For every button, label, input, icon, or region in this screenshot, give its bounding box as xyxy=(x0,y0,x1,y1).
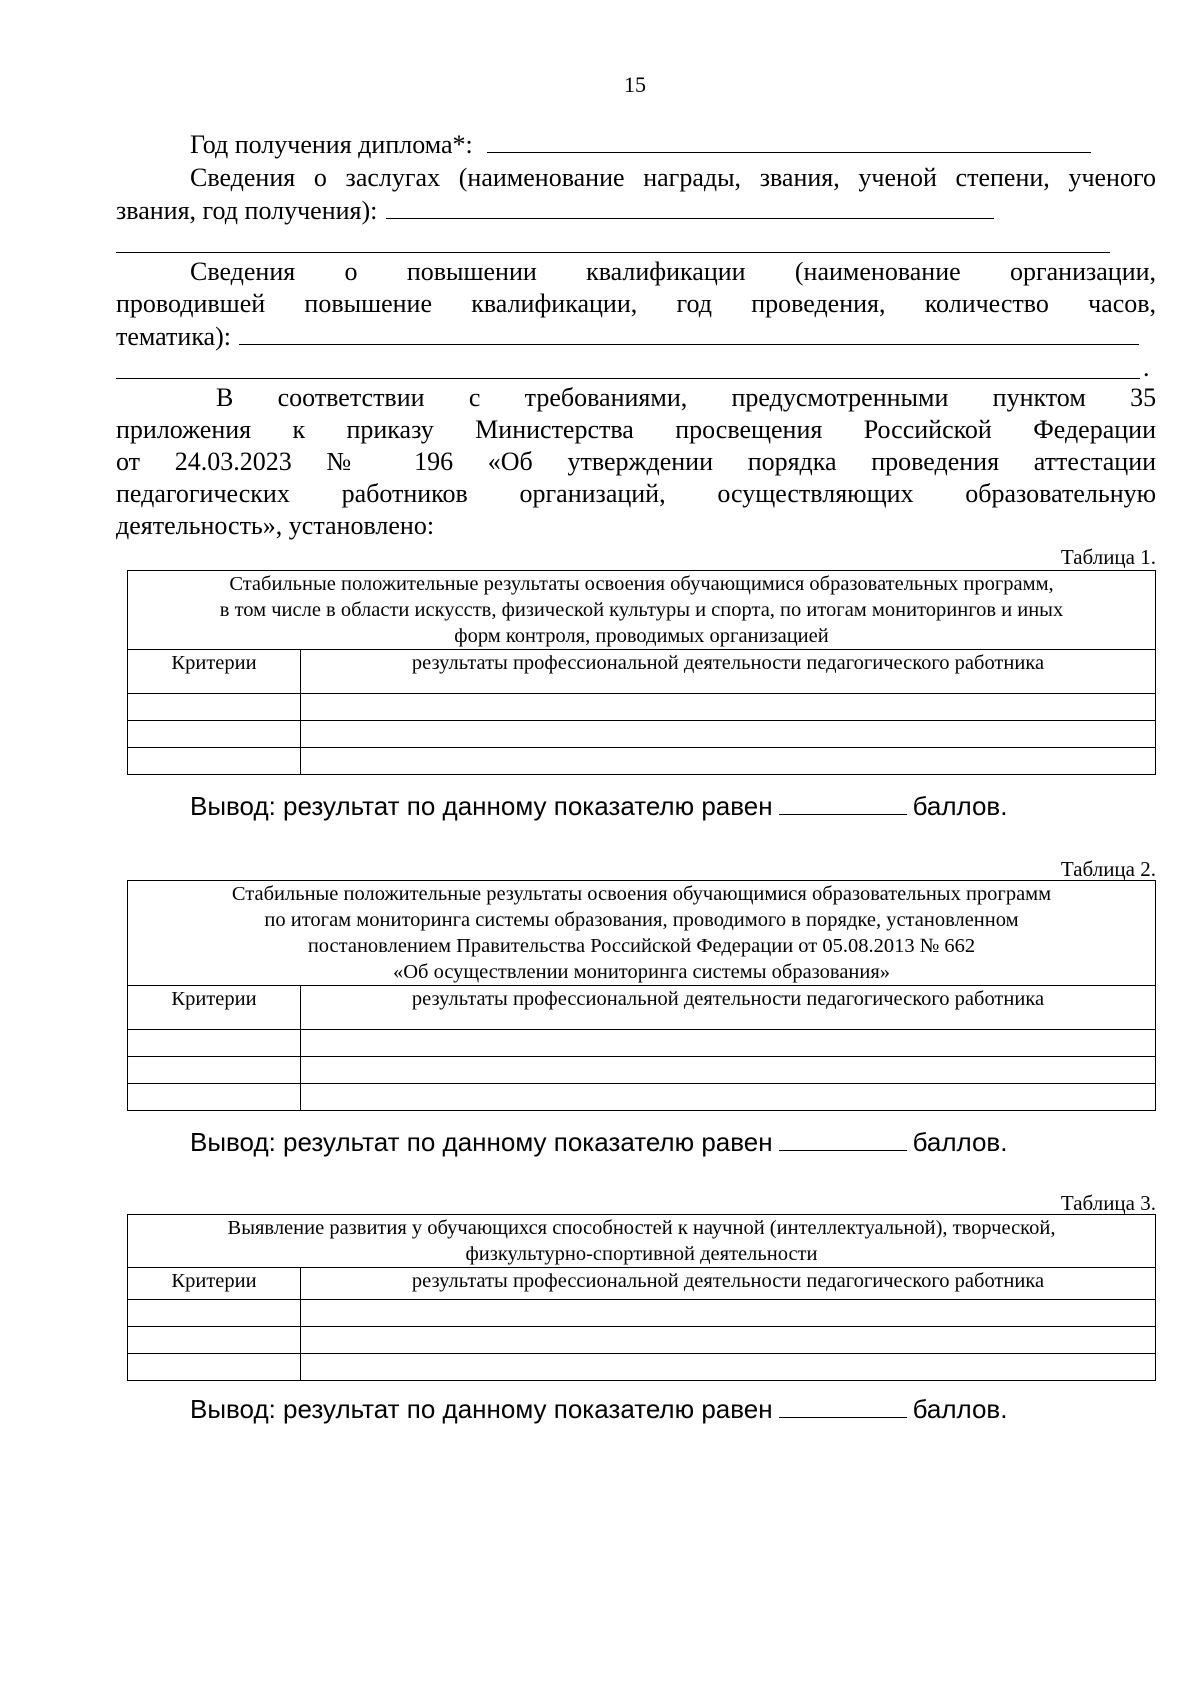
table-3-header-criteria: Критерии xyxy=(128,1268,301,1300)
merits-label: звания, год получения): xyxy=(116,196,378,225)
table-2-cell[interactable] xyxy=(128,1030,301,1057)
table-3-score-blank[interactable] xyxy=(779,1395,907,1418)
qualification-blank-1[interactable] xyxy=(239,320,1139,345)
table-1-cell[interactable] xyxy=(128,721,301,748)
statement-line-3: от 24.03.2023 № 196 «Об утверждении порядка проведения аттестации xyxy=(116,447,1157,476)
page-number: 15 xyxy=(624,72,646,97)
table-3-title: Выявление развития у обучающихся способностей к научной (интеллектуальной), творческой, физкультурно-спортивной деятельности xyxy=(128,1215,1156,1268)
qualification-topic-label: тематика): xyxy=(116,322,231,351)
statement-line-5: деятельность», установлено: xyxy=(116,511,435,540)
statement-line-1: В соответствии с требованиями, предусмотренными пунктом 35 xyxy=(216,383,1157,412)
table-1-cell[interactable] xyxy=(301,748,1156,775)
table-2-header-results: результаты профессиональной деятельности педагогического работника xyxy=(301,986,1156,1030)
table-2-conclusion: Вывод: результат по данному показателю равен баллов. xyxy=(190,1127,1008,1157)
diploma-year-label: Год получения диплома*: xyxy=(190,130,473,159)
table-2-header-criteria: Критерии xyxy=(128,986,301,1030)
table-1-title: Стабильные положительные результаты освоения обучающимися образовательных программ, в том числе в области искусств, физической культуры и спорта, по итогам мониторингов и иных форм контроля, проводимых организацией xyxy=(128,571,1156,650)
table-3-cell[interactable] xyxy=(128,1327,301,1354)
table-2-cell[interactable] xyxy=(301,1084,1156,1111)
table-1-score-blank[interactable] xyxy=(779,792,907,815)
table-1-cell[interactable] xyxy=(301,694,1156,721)
diploma-year-blank[interactable] xyxy=(487,128,1091,153)
diploma-year-row xyxy=(190,128,1091,161)
table-1-header-results: результаты профессиональной деятельности педагогического работника xyxy=(301,650,1156,694)
table-2-score-blank[interactable] xyxy=(779,1128,907,1151)
table-1-conclusion: Вывод: результат по данному показателю равен баллов. xyxy=(190,791,1008,821)
merits-line-1: Сведения о заслугах (наименование награды, звания, ученой степени, ученого xyxy=(190,163,1156,192)
table-3-cell[interactable] xyxy=(128,1354,301,1381)
table-1-header-criteria: Критерии xyxy=(128,650,301,694)
table-2-cell[interactable] xyxy=(301,1030,1156,1057)
qualification-period: . xyxy=(1143,353,1150,382)
table-2-cell[interactable] xyxy=(128,1084,301,1111)
table-3-cell[interactable] xyxy=(128,1300,301,1327)
merits-row-2 xyxy=(116,194,994,227)
table-2-caption: Таблица 2. xyxy=(1060,857,1156,881)
qualification-row-3 xyxy=(116,320,1139,353)
table-2 xyxy=(127,880,1156,1111)
table-1-cell[interactable] xyxy=(128,694,301,721)
table-3-conclusion: Вывод: результат по данному показателю равен баллов. xyxy=(190,1394,1008,1424)
qualification-blank-2[interactable] xyxy=(116,378,1140,379)
table-3-cell[interactable] xyxy=(301,1354,1156,1381)
table-2-cell[interactable] xyxy=(301,1057,1156,1084)
table-2-cell[interactable] xyxy=(128,1057,301,1084)
table-3-caption: Таблица 3. xyxy=(1060,1191,1156,1215)
table-1-cell[interactable] xyxy=(301,721,1156,748)
qualification-line-2: проводившей повышение квалификации, год проведения, количество часов, xyxy=(116,289,1157,318)
qualification-line-1: Сведения о повышении квалификации (наименование организации, xyxy=(190,257,1157,286)
table-3-cell[interactable] xyxy=(301,1327,1156,1354)
table-1 xyxy=(127,570,1156,775)
table-3-header-results: результаты профессиональной деятельности педагогического работника xyxy=(301,1268,1156,1300)
statement-line-2: приложения к приказу Министерства просвещения Российской Федерации xyxy=(116,415,1156,444)
table-1-caption: Таблица 1. xyxy=(1060,545,1156,569)
merits-blank-1[interactable] xyxy=(386,194,994,219)
table-1-cell[interactable] xyxy=(128,748,301,775)
statement-line-4: педагогических работников организаций, осуществляющих образовательную xyxy=(116,479,1157,508)
table-2-title: Стабильные положительные результаты освоения обучающимися образовательных программ по итогам мониторинга системы образования, проводимого в порядке, установленном постановлением Правительства Российской Федерации от 05.08.2013 № 662 «Об осуществлении мониторинга системы образования» xyxy=(128,881,1156,986)
merits-blank-2[interactable] xyxy=(116,252,1110,253)
table-3 xyxy=(127,1214,1156,1381)
table-3-cell[interactable] xyxy=(301,1300,1156,1327)
